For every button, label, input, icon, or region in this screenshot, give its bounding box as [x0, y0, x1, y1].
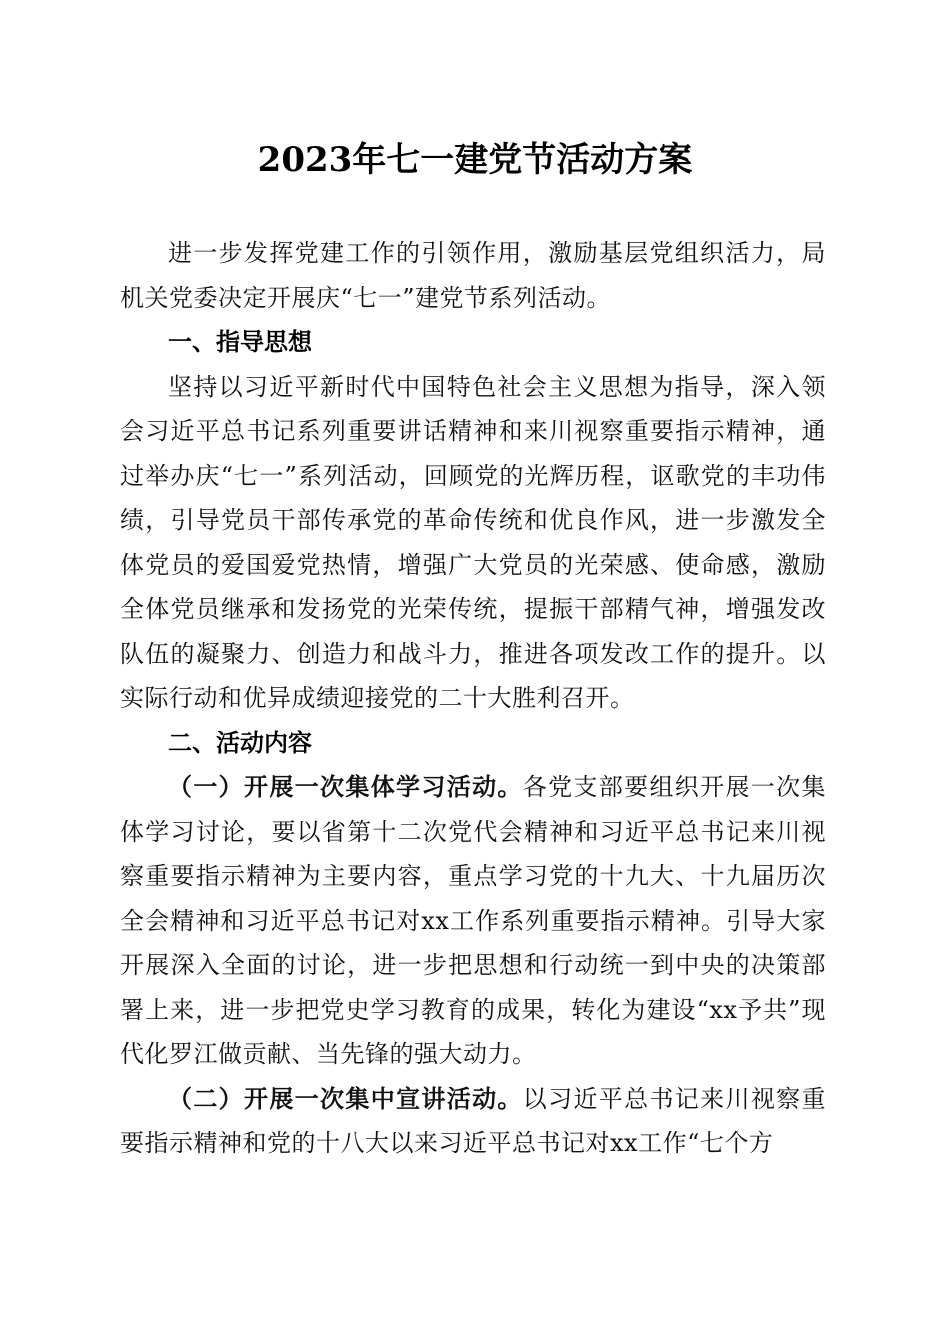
- guiding-ideology-paragraph: 坚持以习近平新时代中国特色社会主义思想为指导，深入领会习近平总书记系列重要讲话精神和来川视察重要指示精神，通过举办庆“七一”系列活动，回顾党的光辉历程，讴歌党的丰功伟绩，引导党员干部传承党的革命传统和优良作风，进一步激发全体党员的爱国爱党热情，增强广大党员的光荣感、使命感，激励全体党员继承和发扬党的光荣传统，提振干部精气神，增强发改队伍的凝聚力、创造力和战斗力，推进各项发改工作的提升。以实际行动和优异成绩迎接党的二十大胜利召开。: [120, 372, 826, 712]
- section-heading-activity-content: 二、活动内容: [168, 728, 312, 757]
- activity-item-text: 各党支部要组织开展一次集体学习讨论，要以省第十二次党代会精神和习近平总书记来川视察重要指示精神为主要内容，重点学习党的十九大、十九届历次全会精神和习近平总书记对xx工作系列重要指示精神。引导大家开展深入全面的讨论，进一步把思想和行动统一到中央的决策部署上来，进一步把党史学习教育的成果，转化为建设“xx予共”现代化罗江做贡献、当先锋的强大动力。: [120, 773, 827, 1068]
- document-body: [120, 231, 826, 1166]
- activity-item-lead: （二）开展一次集中宣讲活动。: [168, 1083, 523, 1113]
- activity-item-centralized-lecture: [120, 1077, 826, 1166]
- activity-item-text: 以习近平总书记来川视察重要指示精神和党的十八大以来习近平总书记对xx工作“七个方: [120, 1084, 827, 1157]
- section-heading-guiding-ideology: 一、指导思想: [168, 328, 312, 356]
- activity-item-lead: （一）开展一次集体学习活动。: [168, 772, 523, 801]
- intro-paragraph: 进一步发挥党建工作的引领作用，激励基层党组织活力，局机关党委决定开展庆“七一”建党节系列活动。: [120, 239, 826, 312]
- activity-item-collective-study: [120, 765, 826, 1077]
- document-title: 2023年七一建党节活动方案: [257, 140, 693, 180]
